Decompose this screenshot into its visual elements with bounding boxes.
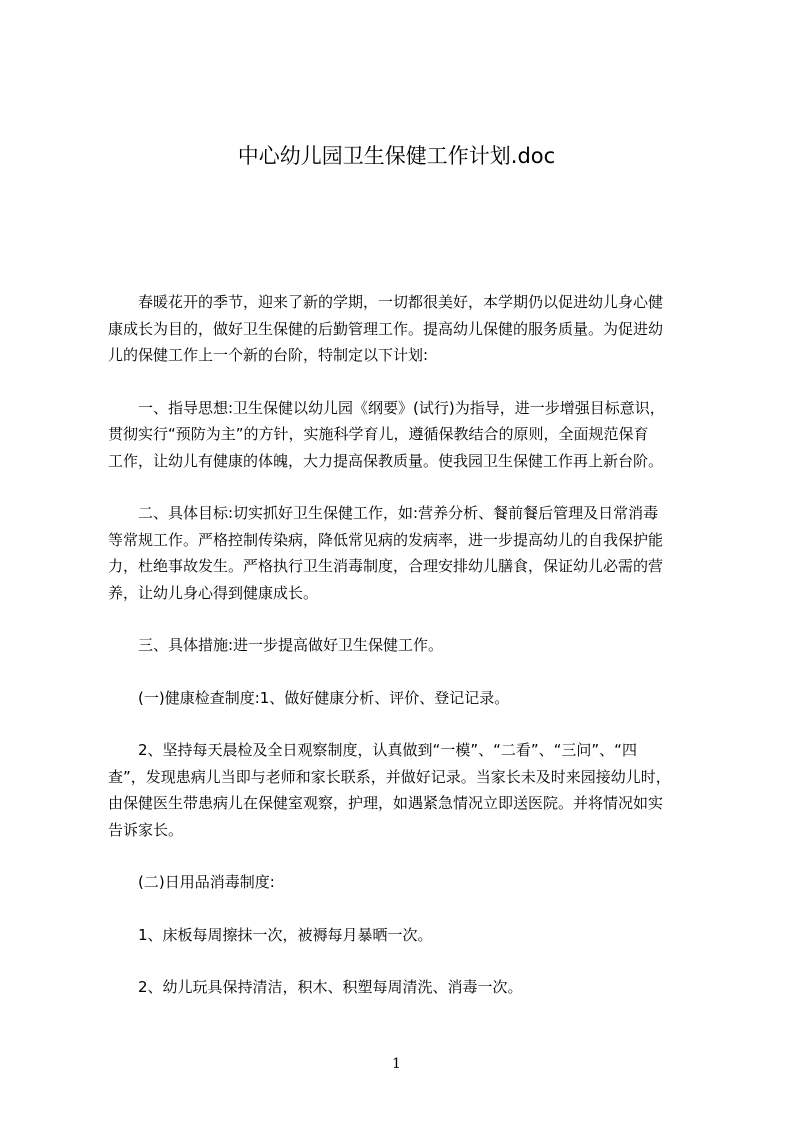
paragraph-line: 告诉家长。 [108, 820, 184, 839]
document-body [108, 289, 700, 1001]
paragraph-line: 由保健医生带患病儿在保健室观察，护理，如遇紧急情况立即送医院。并将情况如实 [108, 794, 664, 812]
paragraph-line: 儿的保健工作上一个新的台阶，特制定以下计划: [108, 346, 429, 364]
paragraph-line: 力，杜绝事故发生。严格执行卫生消毒制度，合理安排幼儿膳食，保证幼儿必需的营 [108, 557, 664, 575]
paragraph-line: 春暖花开的季节，迎来了新的学期，一切都很美好，本学期仍以促进幼儿身心健 [138, 293, 664, 311]
paragraph-line: 等常规工作。严格控制传染病，降低常见病的发病率，进一步提高幼儿的自我保护能 [108, 530, 664, 549]
paragraph-bedding [108, 922, 700, 949]
paragraph-disinfection [108, 869, 700, 896]
paragraph-line: (一)健康检查制度:1、做好健康分析、评价、登记记录。 [138, 688, 510, 707]
paragraph-line: 三、具体措施:进一步提高做好卫生保健工作。 [138, 636, 444, 654]
paragraph-line: 二、具体目标:切实抓好卫生保健工作，如:营养分析、餐前餐后管理及日常消毒 [138, 504, 659, 522]
paragraph-line: 2、坚持每天晨检及全日观察制度，认真做到“一模”、“二看”、“三问”、“四 [138, 741, 637, 759]
paragraph-line: 查”，发现患病儿当即与老师和家长联系，并做好记录。当家长未及时来园接幼儿时， [108, 767, 671, 786]
document-title: 中心幼儿园卫生保健工作计划.doc [237, 144, 556, 168]
paragraph-line: 1、床板每周擦抹一次，被褥每月暴晒一次。 [138, 925, 433, 944]
paragraph-intro [108, 289, 700, 369]
page-number: 1 [392, 1056, 401, 1072]
paragraph-line: 康成长为目的，做好卫生保健的后勤管理工作。提高幼儿保健的服务质量。为促进幼 [108, 319, 664, 338]
paragraph-toys [108, 974, 700, 1001]
paragraph-line: (二)日用品消毒制度: [138, 873, 275, 891]
paragraph-guiding-thought [108, 395, 700, 475]
paragraph-line: 工作，让幼儿有健康的体魄，大力提高保教质量。使我园卫生保健工作再上新台阶。 [108, 451, 664, 470]
paragraph-specific-goals [108, 500, 700, 606]
paragraph-line: 一、指导思想:卫生保健以幼儿园《纲要》(试行)为指导，进一步增强目标意识， [138, 398, 665, 417]
paragraph-line: 养，让幼儿身心得到健康成长。 [108, 583, 319, 602]
paragraph-specific-measures [108, 632, 700, 659]
paragraph-morning-check [108, 737, 700, 843]
paragraph-health-check [108, 685, 700, 712]
paragraph-line: 贯彻实行“预防为主”的方针，实施科学育儿，遵循保教结合的原则，全面规范保育 [108, 425, 649, 443]
paragraph-line: 2、幼儿玩具保持清洁，积木、积塑每周清洗、消毒一次。 [138, 978, 523, 996]
